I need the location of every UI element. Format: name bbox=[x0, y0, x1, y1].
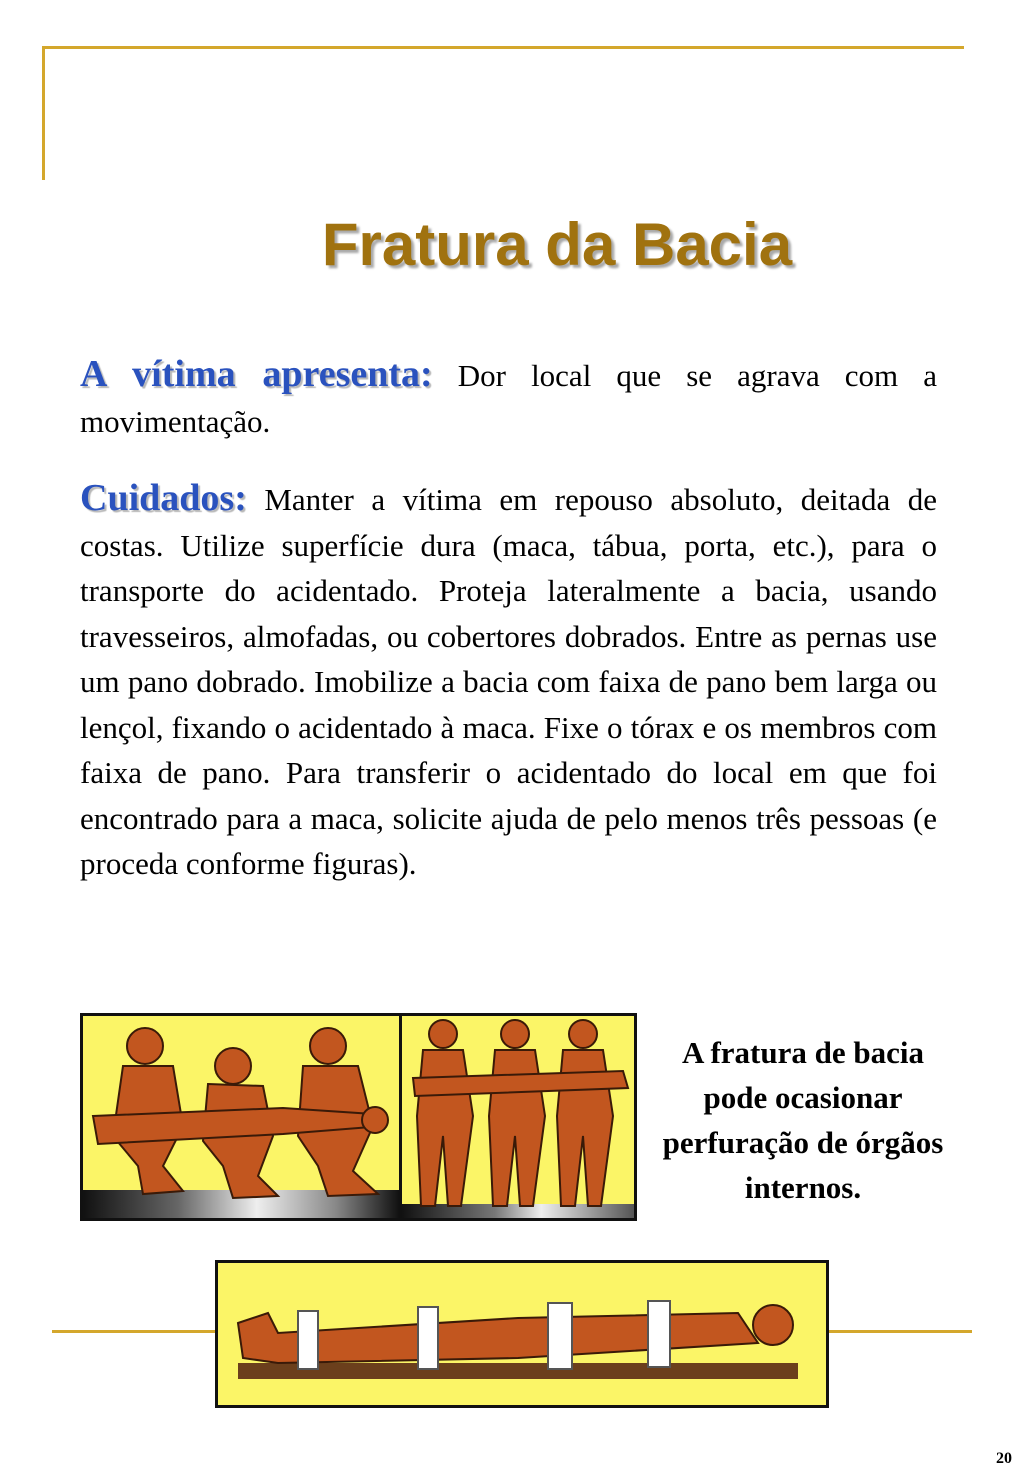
symptoms-paragraph bbox=[80, 352, 937, 444]
page-title: Fratura da Bacia bbox=[321, 211, 793, 278]
lift-illustration bbox=[80, 1013, 637, 1221]
stretcher-illustration bbox=[215, 1260, 829, 1408]
care-paragraph bbox=[80, 476, 937, 887]
care-lead: Cuidados: bbox=[80, 477, 247, 519]
page-number: 20 bbox=[996, 1450, 1012, 1467]
symptoms-text: Dor local que se agrava com a movimentação. bbox=[80, 358, 937, 439]
top-rule-vertical bbox=[42, 46, 45, 180]
immobilized-victim-icon bbox=[218, 1263, 826, 1405]
panel-divider bbox=[399, 1016, 402, 1218]
care-text: Manter a vítima em repouso absoluto, deitada de costas. Utilize superfície dura (maca, tábua, porta, etc.), para o transporte do acidentado. Proteja lateralmente a bacia, usando travesseiros, almofadas, ou cobertores dobrados. Entre as pernas use um pano dobrado. Imobilize a bacia com faixa de pano bem larga ou lençol, fixando o acidentado à maca. Fixe o tórax e os membros com faixa de pano. Para transferir o acidentado do local em que foi encontrado para a maca, solicite ajuda de pelo menos três pessoas (e proceda conforme figuras). bbox=[80, 482, 937, 881]
rescuers-kneeling-icon bbox=[83, 1016, 634, 1218]
symptoms-lead: A vítima apresenta: bbox=[80, 353, 433, 395]
warning-caption: A fratura de bacia pode ocasionar perfuração de órgãos internos. bbox=[662, 1035, 944, 1205]
top-rule-horizontal bbox=[42, 46, 964, 49]
